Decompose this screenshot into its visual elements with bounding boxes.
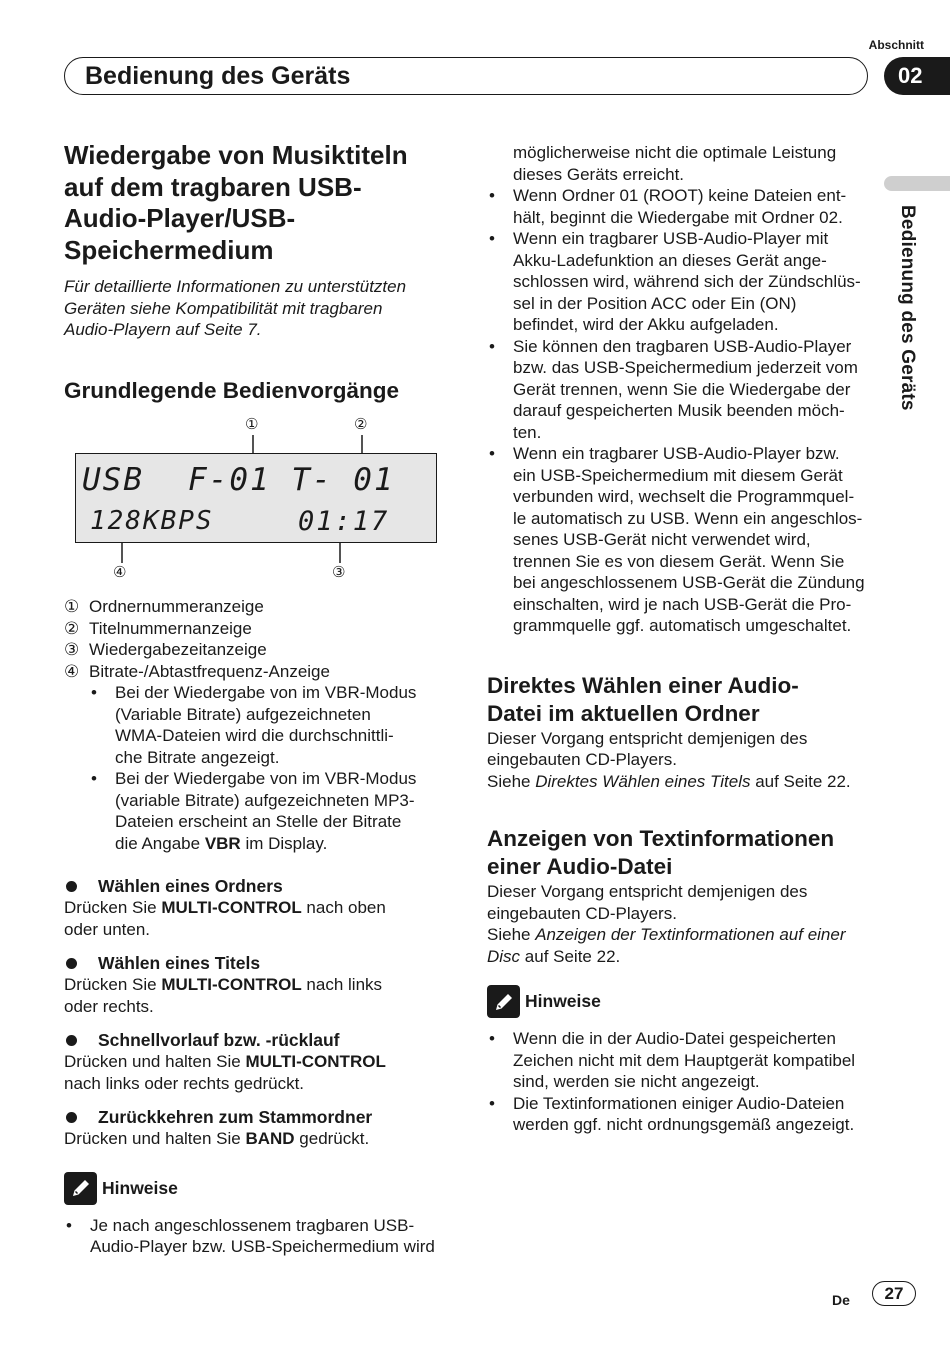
bullet-dot-icon <box>66 1112 77 1123</box>
list-item: • Wenn die in der Audio-Datei gespeicherten Zeichen nicht mit dem Hauptgerät kompatibel sind, werden sie nicht angezeigt. <box>487 1028 879 1093</box>
continued-text: möglicherweise nicht die optimale Leistung dieses Geräts erreicht. <box>513 143 837 184</box>
notes-heading-left: Hinweise <box>64 1172 449 1205</box>
callout-3: ③ <box>332 564 346 581</box>
op-block-seek: Schnellvorlauf bzw. -rücklauf Drücken und halten Sie MULTI-CONTROL nach links oder rechts gedrückt. <box>64 1030 386 1093</box>
notes-list-left <box>64 1215 449 1258</box>
op-block-root: Zurückkehren zum Stammordner Drücken und halten Sie BAND gedrückt. <box>64 1107 373 1148</box>
side-chapter-label: Bedienung des Geräts <box>897 205 918 411</box>
list-item: • Sie können den tragbaren USB-Audio-Player bzw. das USB-Speichermedium jederzeit vom Gerät trennen, wenn Sie die Wiedergabe der darauf gespeicherten Musik beenden möch- ten. <box>487 336 879 444</box>
list-item: • Die Textinformationen einiger Audio-Dateien werden ggf. nicht ordnungsgemäß angezeigt. <box>487 1093 879 1136</box>
legend-item: ② Titelnummernanzeige <box>64 618 252 638</box>
bullet-dot-icon <box>66 881 77 892</box>
op-block-folder: Wählen eines Ordners Drücken Sie MULTI-CONTROL nach oben oder unten. <box>64 876 386 939</box>
bitrate-notes <box>89 682 449 854</box>
list-item: • Wenn Ordner 01 (ROOT) keine Dateien ent- hält, beginnt die Wiedergabe mit Ordner 02. <box>487 185 879 228</box>
right-column: möglicherweise nicht die optimale Leistung dieses Geräts erreicht. • Wenn Ordner 01 (ROOT) keine Dateien ent- hält, beginnt die Wiedergabe mit Ordner 02. • Wenn ein tragbarer USB-Audio-Player mit Akku-Ladefunktion an dieses Gerät ange- schlossen wird, während sich der Zündschlüs- sel in der Position ACC oder Ein (ON) befindet, wird der Akku aufgeladen. • Sie können den tragbaren USB-Audio-Player bzw. das USB-Speichermedium jederzeit vom Gerät trennen, wenn Sie die Wiedergabe der darauf gespeicherten Musik beenden möch- ten. • Wenn ein tragbarer USB-Audio-Player bzw. ein USB-Speichermedium mit diesem Gerät verbunden wird, wechselt die Programmquel- le automatisch zu USB. Wenn ein angeschlos- senes USB-Gerät nicht verwendet wird, trennen Sie es von diesem Gerät. Wenn Sie bei angeschlossenem USB-Gerät die Zündung einschalten, wird je nach USB-Gerät die Pro- grammquelle ggf. automatisch umgeschaltet. Direktes Wählen einer Audio- Datei im aktuellen Ordner Dieser Vorgang entspricht demjenigen des eingebauten CD-Players. Siehe Direktes Wählen eines Titels auf Seite 22. Anzeigen von Textinformationen einer Audio-Datei Dieser Vorgang entspricht demjenigen des eingebauten CD-Players. Siehe Anzeigen der Textinformationen auf einer Disc auf Seite 22. Hinweise • Wenn die in der Audio-Datei gespeicherten Zeichen nicht mit dem Hauptgerät kompatibel sind, werden sie nicht angezeigt. • Die Textinformationen einiger Audio-Dateien werden ggf. nicht ordnungsgemäß angezeigt. <box>487 142 879 1136</box>
section-number-badge: 02 <box>884 57 950 95</box>
direct-select-heading: Direktes Wählen einer Audio- Datei im aktuellen Ordner <box>487 672 799 726</box>
list-item: • Bei der Wiedergabe von im VBR-Modus (variable Bitrate) aufgezeichneten MP3- Dateien erscheint an Stelle der Bitrate die Angabe VBR im Display. <box>89 768 449 854</box>
basic-ops-heading: Grundlegende Bedienvorgänge <box>64 377 400 403</box>
list-item: • Je nach angeschlossenem tragbaren USB- Audio-Player bzw. USB-Speichermedium wird <box>64 1215 449 1258</box>
callout-1: ① <box>245 416 259 433</box>
main-heading: Wiedergabe von Musiktiteln auf dem tragbaren USB- Audio-Player/USB- Speichermedium <box>64 140 408 265</box>
lcd-bitrate: 128KBPS <box>90 506 214 536</box>
pencil-icon <box>487 985 520 1018</box>
intro-text: Für detaillierte Informationen zu unterstützten Geräten siehe Kompatibilität mit tragbaren Audio-Playern auf Seite 7. <box>64 277 407 339</box>
language-code: De <box>832 1292 850 1308</box>
list-item: • Bei der Wiedergabe von im VBR-Modus (Variable Bitrate) aufgezeichneten WMA-Dateien wird die durchschnittli- che Bitrate angezeigt. <box>89 682 449 768</box>
page-number: 27 <box>872 1281 916 1306</box>
op-block-track: Wählen eines Titels Drücken Sie MULTI-CONTROL nach links oder rechts. <box>64 953 383 1016</box>
lcd-folder-track: F-01 T- 01 <box>188 462 395 498</box>
list-item: • Wenn ein tragbarer USB-Audio-Player bzw. ein USB-Speichermedium mit diesem Gerät verbunden wird, wechselt die Programmquel- le automatisch zu USB. Wenn ein angeschlos- senes USB-Gerät nicht verwendet wird, trennen Sie es von diesem Gerät. Wenn Sie bei angeschlossenem USB-Gerät die Zündung einschalten, wird je nach USB-Gerät die Pro- grammquelle ggf. automatisch umgeschaltet. <box>487 443 879 637</box>
lcd-display <box>75 453 437 543</box>
pencil-icon <box>64 1172 97 1205</box>
bullet-dot-icon <box>66 1035 77 1046</box>
notes-list-right <box>487 1028 879 1136</box>
direct-select-reference: Siehe Direktes Wählen eines Titels auf Seite 22. <box>487 771 851 791</box>
text-info-reference: Siehe Anzeigen der Textinformationen auf einer <box>487 925 846 944</box>
legend-item: ① Ordnernummeranzeige <box>64 597 264 616</box>
legend-and-ops <box>64 596 449 1258</box>
legend-item: ③ Wiedergabezeitanzeige <box>64 640 267 659</box>
notes-heading-right: Hinweise <box>487 985 879 1018</box>
lcd-source: USB <box>82 462 144 498</box>
list-item: • Wenn ein tragbarer USB-Audio-Player mit Akku-Ladefunktion an dieses Gerät ange- schlossen wird, während sich der Zündschlüs- sel in der Position ACC oder Ein (ON) befindet, wird der Akku aufgeladen. <box>487 228 879 336</box>
text-info-heading: Anzeigen von Textinformationen einer Audio-Datei <box>487 826 835 879</box>
callout-4: ④ <box>113 564 127 581</box>
section-label: Abschnitt <box>868 38 924 52</box>
bullet-dot-icon <box>66 958 77 969</box>
chapter-title: Bedienung des Geräts <box>85 62 351 90</box>
usb-notes-list <box>487 185 879 637</box>
callout-2: ② <box>354 416 368 433</box>
display-legend <box>64 596 449 682</box>
legend-item: ④ Bitrate-/Abtastfrequenz-Anzeige <box>64 661 330 681</box>
lcd-time: 01:17 <box>298 506 390 537</box>
